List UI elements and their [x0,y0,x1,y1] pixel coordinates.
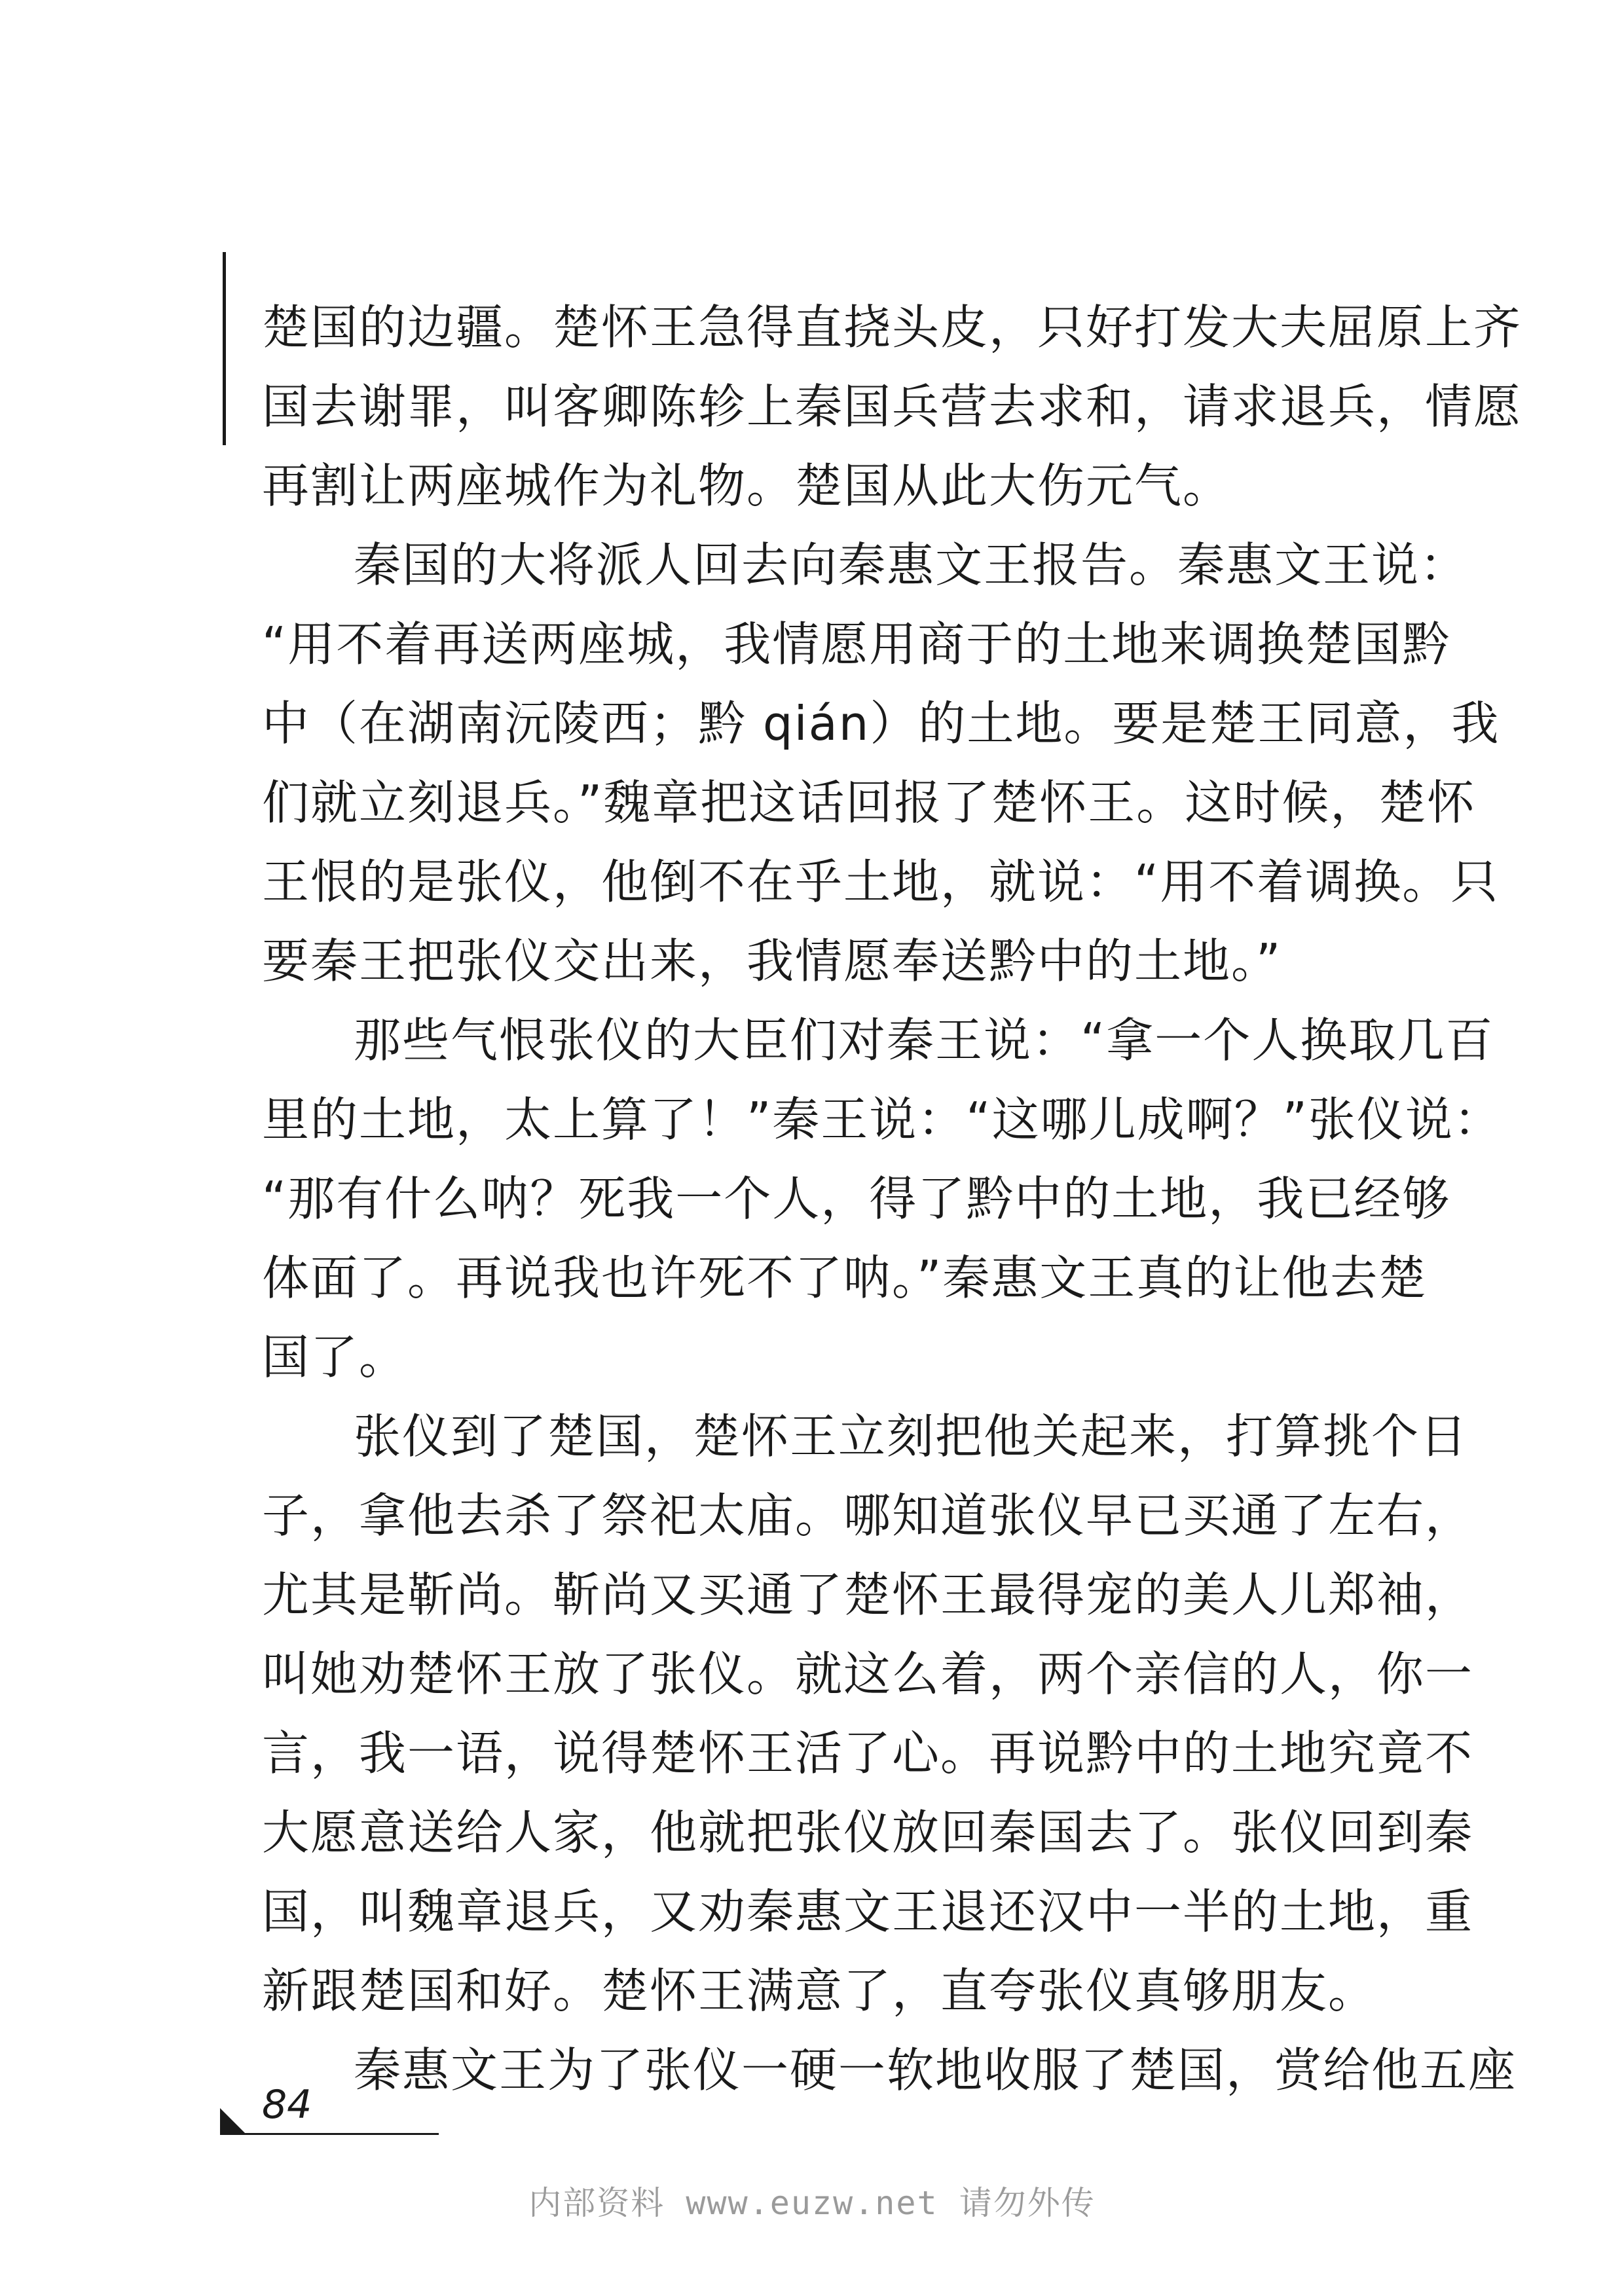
text-line: 要秦王把张仪交出来，我情愿奉送黔中的土地。” [262,934,1282,989]
text-line: 张仪到了楚国，楚怀王立刻把他关起来，打算挑个日 [354,1409,1469,1464]
text-line: 秦国的大将派人回去向秦惠文王报告。秦惠文王说： [354,538,1469,592]
text-line: 里的土地，太上算了！”秦王说：“这哪儿成啊？”张仪说： [262,1092,1502,1147]
text-line: 国了。 [262,1330,408,1385]
text-line: “那有什么呐？死我一个人，得了黔中的土地，我已经够 [262,1171,1451,1226]
text-line: 国，叫魏章退兵，又劝秦惠文王退还汉中一半的土地，重 [262,1884,1474,1939]
text-line: 尤其是靳尚。靳尚又买通了楚怀王最得宠的美人儿郑袖， [262,1567,1474,1622]
text-line: 子，拿他去杀了祭祀太庙。哪知道张仪早已买通了左右， [262,1488,1474,1543]
text-line: 新跟楚国和好。楚怀王满意了，直夸张仪真够朋友。 [262,1963,1377,2018]
text-line: 王恨的是张仪，他倒不在乎土地，就说：“用不着调换。只 [262,854,1500,909]
page-corner-triangle-icon [220,2108,246,2134]
text-line: 楚国的边疆。楚怀王急得直挠头皮，只好打发大夫屈原上齐 [262,300,1522,355]
text-line: 国去谢罪，叫客卿陈轸上秦国兵营去求和，请求退兵，情愿 [262,379,1522,434]
margin-change-bar [223,252,226,445]
watermark: 内部资料 www.euzw.net 请勿外传 [528,2184,1096,2222]
footer-rule [220,2133,439,2135]
page-number: 84 [262,2082,312,2128]
text-line: 们就立刻退兵。”魏章把这话回报了楚怀王。这时候，楚怀 [262,775,1476,830]
body-text [262,288,1522,2110]
text-line: 叫她劝楚怀王放了张仪。就这么着，两个亲信的人，你一 [262,1647,1474,1702]
text-line: 再割让两座城作为礼物。楚国从此大伤元气。 [262,458,1232,513]
text-line: 大愿意送给人家，他就把张仪放回秦国去了。张仪回到秦 [262,1805,1474,1860]
text-line: 体面了。再说我也许死不了呐。”秦惠文王真的让他去楚 [262,1250,1428,1305]
text-line: 言，我一语，说得楚怀王活了心。再说黔中的土地究竟不 [262,1726,1474,1781]
text-line: 那些气恨张仪的大臣们对秦王说：“拿一个人换取几百 [354,1013,1494,1068]
text-line: “用不着再送两座城，我情愿用商于的土地来调换楚国黔 [262,617,1451,672]
text-line: 中（在湖南沅陵西；黔 qián）的土地。要是楚王同意，我 [262,696,1500,751]
text-line: 秦惠文王为了张仪一硬一软地收服了楚国，赏给他五座 [354,2043,1517,2098]
